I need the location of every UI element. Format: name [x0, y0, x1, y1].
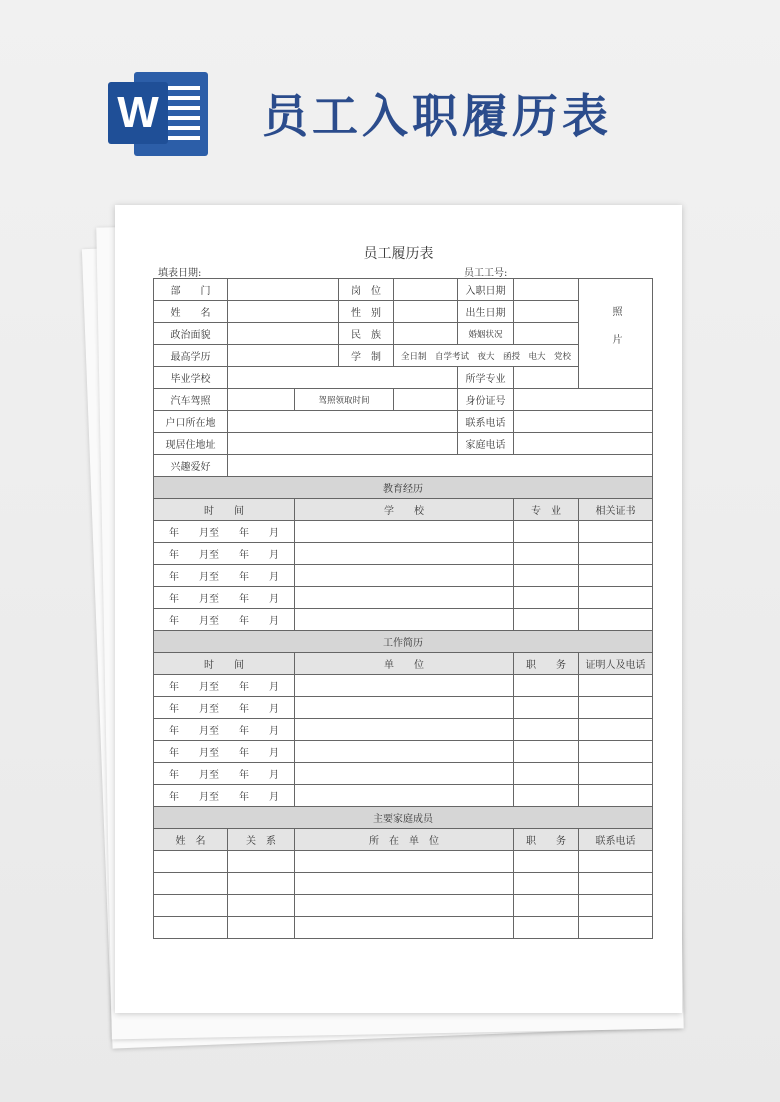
resume-form-table	[153, 278, 653, 939]
table-row	[154, 895, 653, 917]
work-date-cell[interactable]: 年 月至 年 月	[154, 785, 295, 807]
work-reference-cell[interactable]	[579, 697, 653, 719]
table-row	[154, 367, 653, 389]
work-col-time: 时 间	[154, 653, 295, 675]
marital-field[interactable]	[514, 323, 579, 345]
family-relation-cell[interactable]	[228, 851, 295, 873]
study-mode-options[interactable]: 全日制 自学考试 夜大 函授 电大 党校	[394, 345, 579, 367]
home-phone-field[interactable]	[514, 433, 653, 455]
family-section-title: 主要家庭成员	[154, 807, 653, 829]
license-time-field[interactable]	[394, 389, 458, 411]
gender-field[interactable]	[394, 301, 458, 323]
family-relation-cell[interactable]	[228, 873, 295, 895]
work-position-cell[interactable]	[514, 763, 579, 785]
address-field[interactable]	[228, 433, 458, 455]
table-row	[154, 675, 653, 697]
work-position-cell[interactable]	[514, 675, 579, 697]
family-phone-cell[interactable]	[579, 851, 653, 873]
license-time-label: 驾照领取时间	[295, 389, 394, 411]
license-label: 汽车驾照	[154, 389, 228, 411]
phone-label: 联系电话	[458, 411, 514, 433]
edu-school-cell[interactable]	[295, 587, 514, 609]
document-page	[115, 205, 682, 1013]
marital-label: 婚姻状况	[458, 323, 514, 345]
table-row	[154, 323, 653, 345]
table-row	[154, 521, 653, 543]
entry-date-label: 入职日期	[458, 279, 514, 301]
table-row	[154, 301, 653, 323]
table-row	[154, 697, 653, 719]
work-reference-cell[interactable]	[579, 741, 653, 763]
work-reference-cell[interactable]	[579, 763, 653, 785]
edu-cert-cell[interactable]	[579, 587, 653, 609]
page-title: 员工入职履历表	[262, 89, 612, 143]
edu-major-cell[interactable]	[514, 543, 579, 565]
work-unit-cell[interactable]	[295, 719, 514, 741]
photo-box[interactable]: 照片	[579, 279, 653, 389]
edu-col-time: 时 间	[154, 499, 295, 521]
family-unit-cell[interactable]	[295, 895, 514, 917]
edu-date-cell[interactable]: 年 月至 年 月	[154, 521, 295, 543]
hobby-field[interactable]	[228, 455, 653, 477]
table-row	[154, 389, 653, 411]
work-col-position: 职 务	[514, 653, 579, 675]
table-row	[154, 741, 653, 763]
table-row	[154, 653, 653, 675]
table-row	[154, 455, 653, 477]
work-date-cell[interactable]: 年 月至 年 月	[154, 697, 295, 719]
family-col-phone: 联系电话	[579, 829, 653, 851]
edu-col-major: 专 业	[514, 499, 579, 521]
family-position-cell[interactable]	[514, 873, 579, 895]
table-row	[154, 763, 653, 785]
license-field[interactable]	[228, 389, 295, 411]
table-row	[154, 609, 653, 631]
edu-col-school: 学 校	[295, 499, 514, 521]
table-row	[154, 917, 653, 939]
table-row	[154, 873, 653, 895]
major-field[interactable]	[514, 367, 579, 389]
political-label: 政治面貌	[154, 323, 228, 345]
name-field[interactable]	[228, 301, 339, 323]
family-name-cell[interactable]	[154, 917, 228, 939]
work-date-cell[interactable]: 年 月至 年 月	[154, 763, 295, 785]
work-unit-cell[interactable]	[295, 785, 514, 807]
work-reference-cell[interactable]	[579, 785, 653, 807]
edu-date-cell[interactable]: 年 月至 年 月	[154, 587, 295, 609]
home-phone-label: 家庭电话	[458, 433, 514, 455]
name-label: 姓 名	[154, 301, 228, 323]
word-logo-icon	[108, 68, 212, 160]
family-phone-cell[interactable]	[579, 873, 653, 895]
family-col-relation: 关 系	[228, 829, 295, 851]
work-unit-cell[interactable]	[295, 741, 514, 763]
family-unit-cell[interactable]	[295, 851, 514, 873]
table-row	[154, 807, 653, 829]
work-date-cell[interactable]: 年 月至 年 月	[154, 719, 295, 741]
work-reference-cell[interactable]	[579, 719, 653, 741]
edu-date-cell[interactable]: 年 月至 年 月	[154, 543, 295, 565]
ethnic-label: 民 族	[339, 323, 394, 345]
family-position-cell[interactable]	[514, 917, 579, 939]
edu-cert-cell[interactable]	[579, 543, 653, 565]
edu-school-cell[interactable]	[295, 609, 514, 631]
post-label: 岗 位	[339, 279, 394, 301]
fill-date-label: 填表日期:	[158, 268, 202, 279]
work-position-cell[interactable]	[514, 741, 579, 763]
family-col-unit: 所 在 单 位	[295, 829, 514, 851]
hobby-label: 兴趣爱好	[154, 455, 228, 477]
family-relation-cell[interactable]	[228, 917, 295, 939]
study-mode-label: 学 制	[339, 345, 394, 367]
family-position-cell[interactable]	[514, 851, 579, 873]
family-relation-cell[interactable]	[228, 895, 295, 917]
family-name-cell[interactable]	[154, 895, 228, 917]
edu-cert-cell[interactable]	[579, 521, 653, 543]
edu-col-cert: 相关证书	[579, 499, 653, 521]
table-row	[154, 851, 653, 873]
edu-school-cell[interactable]	[295, 521, 514, 543]
address-label: 现居住地址	[154, 433, 228, 455]
edu-date-cell[interactable]: 年 月至 年 月	[154, 565, 295, 587]
table-row	[154, 543, 653, 565]
table-row	[154, 631, 653, 653]
table-row	[154, 587, 653, 609]
family-unit-cell[interactable]	[295, 873, 514, 895]
id-no-field[interactable]	[514, 389, 653, 411]
table-row	[154, 345, 653, 367]
work-date-cell[interactable]: 年 月至 年 月	[154, 675, 295, 697]
birth-date-field[interactable]	[514, 301, 579, 323]
post-field[interactable]	[394, 279, 458, 301]
edu-cert-cell[interactable]	[579, 609, 653, 631]
family-col-position: 职 务	[514, 829, 579, 851]
table-row	[154, 433, 653, 455]
education-field[interactable]	[228, 345, 339, 367]
major-label: 所学专业	[458, 367, 514, 389]
edu-school-cell[interactable]	[295, 565, 514, 587]
family-col-name: 姓 名	[154, 829, 228, 851]
education-label: 最高学历	[154, 345, 228, 367]
edu-date-cell[interactable]: 年 月至 年 月	[154, 609, 295, 631]
table-row	[154, 565, 653, 587]
work-unit-cell[interactable]	[295, 675, 514, 697]
work-col-reference: 证明人及电话	[579, 653, 653, 675]
family-name-cell[interactable]	[154, 873, 228, 895]
school-label: 毕业学校	[154, 367, 228, 389]
education-section-title: 教育经历	[154, 477, 653, 499]
work-unit-cell[interactable]	[295, 763, 514, 785]
entry-date-field[interactable]	[514, 279, 579, 301]
family-position-cell[interactable]	[514, 895, 579, 917]
dept-label: 部 门	[154, 279, 228, 301]
school-field[interactable]	[228, 367, 458, 389]
table-row	[154, 829, 653, 851]
birth-date-label: 出生日期	[458, 301, 514, 323]
work-date-cell[interactable]: 年 月至 年 月	[154, 741, 295, 763]
family-unit-cell[interactable]	[295, 917, 514, 939]
hukou-field[interactable]	[228, 411, 458, 433]
table-row	[154, 477, 653, 499]
edu-major-cell[interactable]	[514, 609, 579, 631]
edu-major-cell[interactable]	[514, 565, 579, 587]
table-row	[154, 279, 653, 301]
edu-major-cell[interactable]	[514, 587, 579, 609]
political-field[interactable]	[228, 323, 339, 345]
work-col-unit: 单 位	[295, 653, 514, 675]
edu-school-cell[interactable]	[295, 543, 514, 565]
work-position-cell[interactable]	[514, 697, 579, 719]
gender-label: 性 别	[339, 301, 394, 323]
word-logo-letter: W	[108, 82, 168, 144]
work-reference-cell[interactable]	[579, 675, 653, 697]
edu-major-cell[interactable]	[514, 521, 579, 543]
hukou-label: 户口所在地	[154, 411, 228, 433]
edu-cert-cell[interactable]	[579, 565, 653, 587]
work-position-cell[interactable]	[514, 719, 579, 741]
phone-field[interactable]	[514, 411, 653, 433]
dept-field[interactable]	[228, 279, 339, 301]
family-name-cell[interactable]	[154, 851, 228, 873]
work-position-cell[interactable]	[514, 785, 579, 807]
ethnic-field[interactable]	[394, 323, 458, 345]
id-no-label: 身份证号	[458, 389, 514, 411]
form-title: 员工履历表	[363, 246, 434, 262]
table-row	[154, 785, 653, 807]
table-row	[154, 411, 653, 433]
work-unit-cell[interactable]	[295, 697, 514, 719]
staff-no-label: 员工工号:	[464, 268, 508, 279]
work-section-title: 工作简历	[154, 631, 653, 653]
table-row	[154, 719, 653, 741]
family-phone-cell[interactable]	[579, 917, 653, 939]
table-row	[154, 499, 653, 521]
family-phone-cell[interactable]	[579, 895, 653, 917]
